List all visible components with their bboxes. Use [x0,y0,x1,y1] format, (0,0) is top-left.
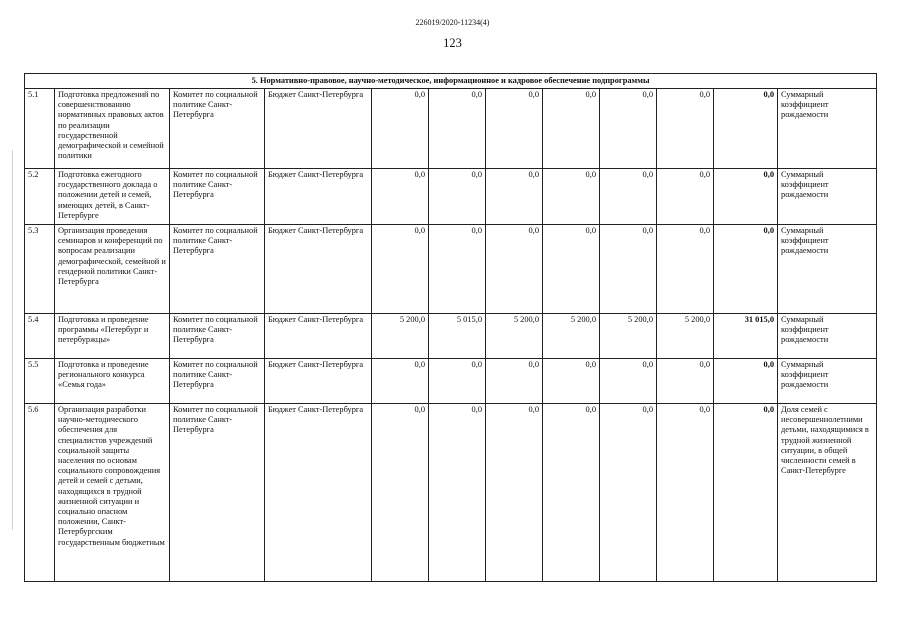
funding-value-cell: 0,0 [543,404,600,582]
target-indicator-cell: Суммарный коэффициент рождаемости [778,225,877,314]
funding-value-cell: 0,0 [429,225,486,314]
funding-value-cell: 0,0 [600,225,657,314]
funding-value-cell: 0,0 [600,89,657,169]
funding-value-cell: 0,0 [372,89,429,169]
funding-value-cell: 5 200,0 [600,314,657,359]
funding-value-cell: 0,0 [543,89,600,169]
activity-name: Подготовка предложений по совершенствованию нормативных правовых актов по реализации государственной демографической и семейной политики [55,89,170,169]
target-indicator-cell: Суммарный коэффициент рождаемости [778,89,877,169]
funding-source-cell: Бюджет Санкт-Петербурга [265,89,372,169]
funding-value-cell: 0,0 [657,89,714,169]
target-indicator-cell: Суммарный коэффициент рождаемости [778,314,877,359]
funding-source-cell: Бюджет Санкт-Петербурга [265,225,372,314]
funding-value-cell: 0,0 [600,169,657,225]
table-row [25,169,877,225]
funding-value-cell: 0,0 [486,404,543,582]
row-index: 5.5 [25,359,55,404]
funding-value-cell: 0,0 [372,359,429,404]
funding-value-cell: 0,0 [657,359,714,404]
funding-source-cell: Бюджет Санкт-Петербурга [265,314,372,359]
funding-value-cell: 0,0 [657,225,714,314]
funding-value-cell: 0,0 [486,225,543,314]
funding-value-cell: 0,0 [543,359,600,404]
funding-value-cell: 0,0 [600,359,657,404]
activity-name: Организация проведения семинаров и конференций по вопросам реализации демографической, семейной и гендерной политики Санкт-Петербурга [55,225,170,314]
funding-total-cell: 0,0 [714,225,778,314]
funding-value-cell: 0,0 [486,89,543,169]
row-index: 5.4 [25,314,55,359]
program-activities-table [24,73,877,582]
funding-value-cell: 0,0 [372,169,429,225]
funding-value-cell: 5 200,0 [657,314,714,359]
funding-value-cell: 0,0 [429,169,486,225]
activity-name: Подготовка и проведение регионального конкурса «Семья года» [55,359,170,404]
table-row [25,359,877,404]
funding-total-cell: 31 015,0 [714,314,778,359]
funding-value-cell: 0,0 [600,404,657,582]
activity-name: Подготовка ежегодного государственного доклада о положении детей и семей, имеющих детей, в Санкт-Петербурге [55,169,170,225]
table-row [25,314,877,359]
funding-value-cell: 5 015,0 [429,314,486,359]
funding-value-cell: 0,0 [486,359,543,404]
document-registration-number: 226019/2020-11234(4) [415,18,490,27]
funding-value-cell: 0,0 [429,404,486,582]
executor-cell: Комитет по социальной политике Санкт-Петербурга [170,359,265,404]
row-index: 5.6 [25,404,55,582]
table-row [25,225,877,314]
funding-value-cell: 0,0 [543,225,600,314]
funding-source-cell: Бюджет Санкт-Петербурга [265,404,372,582]
executor-cell: Комитет по социальной политике Санкт-Петербурга [170,404,265,582]
row-index: 5.3 [25,225,55,314]
activity-name: Подготовка и проведение программы «Петербург и петербуржцы» [55,314,170,359]
funding-total-cell: 0,0 [714,169,778,225]
executor-cell: Комитет по социальной политике Санкт-Петербурга [170,225,265,314]
target-indicator-cell: Суммарный коэффициент рождаемости [778,169,877,225]
section-title: 5. Нормативно-правовое, научно-методическое, информационное и кадровое обеспечение подпрограммы [25,74,877,89]
target-indicator-cell: Суммарный коэффициент рождаемости [778,359,877,404]
funding-value-cell: 0,0 [372,404,429,582]
funding-source-cell: Бюджет Санкт-Петербурга [265,169,372,225]
funding-value-cell: 5 200,0 [543,314,600,359]
row-index: 5.2 [25,169,55,225]
target-indicator-cell: Доля семей с несовершеннолетними детьми, находящимися в трудной жизненной ситуации, в общей численности семей в Санкт-Петербурге [778,404,877,582]
funding-source-cell: Бюджет Санкт-Петербурга [265,359,372,404]
funding-value-cell: 0,0 [429,359,486,404]
funding-total-cell: 0,0 [714,359,778,404]
funding-value-cell: 0,0 [372,225,429,314]
row-index: 5.1 [25,89,55,169]
executor-cell: Комитет по социальной политике Санкт-Петербурга [170,314,265,359]
executor-cell: Комитет по социальной политике Санкт-Петербурга [170,89,265,169]
activity-name: Организация разработки научно-методического обеспечения для специалистов учреждений социальной защиты населения по основам социального сопровождения детей и семей с детьми, находящихся в трудной жизненной ситуации и социально опасном положении, Санкт-Петербургским государственным бюджетным [55,404,170,582]
table-row [25,89,877,169]
funding-total-cell: 0,0 [714,89,778,169]
funding-value-cell: 0,0 [657,404,714,582]
funding-value-cell: 0,0 [543,169,600,225]
funding-value-cell: 0,0 [429,89,486,169]
funding-value-cell: 0,0 [657,169,714,225]
funding-value-cell: 5 200,0 [486,314,543,359]
section-header-row [25,74,877,89]
page-number: 123 [443,36,462,50]
executor-cell: Комитет по социальной политике Санкт-Петербурга [170,169,265,225]
table-row [25,404,877,582]
scan-edge-line [12,150,13,530]
funding-value-cell: 0,0 [486,169,543,225]
funding-total-cell: 0,0 [714,404,778,582]
funding-value-cell: 5 200,0 [372,314,429,359]
